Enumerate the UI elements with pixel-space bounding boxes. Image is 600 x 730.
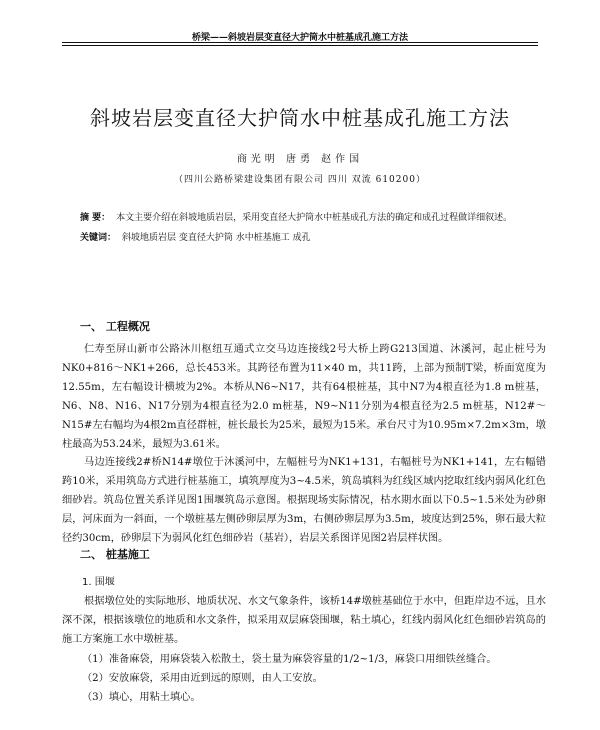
list-item: （3）填心，用粘土填心。 xyxy=(82,692,201,703)
running-header: 桥梁——斜坡岩层变直径大护筒水中桩基成孔施工方法 xyxy=(191,33,408,43)
list-item: （2）安放麻袋，采用由近到远的原则，由人工安放。 xyxy=(82,673,323,684)
abstract-text: 本文主要介绍在斜坡地质岩层，采用变直径大护筒水中桩基成孔方法的确定和成孔过程做详细叙述。 xyxy=(116,213,513,223)
paper-title: 斜坡岩层变直径大护筒水中桩基成孔施工方法 xyxy=(90,106,510,130)
abstract xyxy=(80,210,540,223)
abstract-label: 摘 要： xyxy=(80,213,111,223)
authors: 商光明 唐勇 赵作国 xyxy=(236,154,364,165)
subsection-1-heading: 1. 围堰 xyxy=(82,577,115,588)
section-1-paragraph-2: 马边连接线2#桥N14#墩位于沐溪河中，左幅桩号为NK1+131，右幅桩号为NK1+141，左右幅错跨10米，采用筑岛方式进行桩基施工，填筑厚度为3~4.5米，筑岛填料为红线区域内挖取红线内弱风化红色细砂岩。筑岛位置关系详见图1围堰筑岛示意图。根据现场实际情况，枯水期水面以下0.5~1.5米处为砂卵层，河床面为一斜面，一个墩桩基左侧砂卵层厚为3m，右侧砂卵层厚为3.5m，坡度达到25%，卵石最大粒径约30cm，砂卵层下为弱风化红色细砂岩（基岩），岩层关系图详见图2岩层样状图。 xyxy=(62,457,546,544)
section-1-heading: 一、 工程概况 xyxy=(80,320,150,333)
section-2-paragraph-1: 根据墩位处的实际地形、地质状况、水文气象条件，该桥14#墩桩基础位于水中，但距岸边不远，且水深不深，根据该墩位的地质和水文条件，拟采用双层麻袋围堰，粘土填心，红线内弱风化红色细砂岩筑岛的施工方案施工水中墩桩基。 xyxy=(62,596,546,645)
section-2-heading: 二、 桩基施工 xyxy=(80,548,150,561)
list-item: （1）准备麻袋，用麻袋装入松散土，袋土量为麻袋容量的1/2~1/3，麻袋口用细铁丝缝合。 xyxy=(82,654,497,665)
keywords-label: 关键词： xyxy=(80,233,117,243)
keywords-text: 斜坡地质岩层 变直径大护筒 水中桩基施工 成孔 xyxy=(122,233,311,243)
keywords xyxy=(80,230,540,243)
header-rule-top xyxy=(62,42,538,43)
affiliation: （四川公路桥梁建设集团有限公司 四川 双流 610200） xyxy=(174,175,426,185)
section-1-paragraph-1: 仁寿至屏山新市公路沐川枢纽互通式立交马边连接线2号大桥上跨G213国道、沐溪河，起止桩号为NK0+816～NK1+266，总长453米。其跨径布置为11×40 m，共11跨，上部为预制T梁，桥面宽度为12.55m，左右幅设计横坡为2%。本桥从N6~N17，共有64根桩基，其中N7为4根直径为1.8 m桩基，N6、N8、N16、N17分别为4根直径为2.0 m桩基，N9~N11分别为4根直径为2.5 m桩基，N12#～N15#左右幅均为4根2m直径群桩，桩长最长为25米，最短为15米。承台尺寸为10.95m×7.2m×3m，墩柱最高为53.24米，最短为3.61米。 xyxy=(62,344,546,450)
header-rule-bottom xyxy=(62,45,538,46)
